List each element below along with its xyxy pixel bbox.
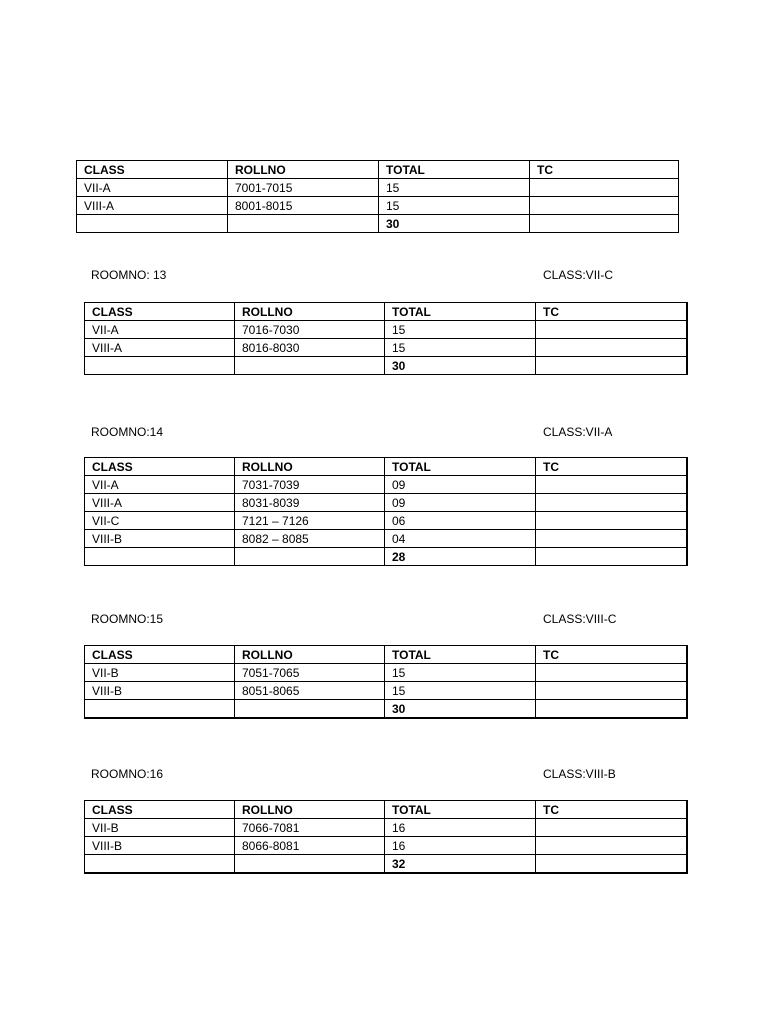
table-sum-row xyxy=(85,548,687,566)
seating-table-room-14 xyxy=(84,457,688,566)
room-number-label: ROOMNO:16 xyxy=(91,767,164,781)
room-class-label: CLASS:VIII-B xyxy=(543,767,616,781)
header-total: TOTAL xyxy=(385,801,536,819)
table-sum-row xyxy=(77,215,679,233)
cell-class: VIII-B xyxy=(85,837,235,855)
cell-tc xyxy=(536,682,687,700)
cell-total: 15 xyxy=(385,321,536,339)
cell-rollno: 8031-8039 xyxy=(235,494,385,512)
cell-rollno: 7001-7015 xyxy=(228,179,379,197)
cell-class: VII-A xyxy=(85,321,235,339)
seating-table-room-13 xyxy=(84,302,688,375)
table-header-row xyxy=(85,801,687,819)
cell-class: VII-A xyxy=(77,179,228,197)
cell-empty xyxy=(235,548,385,566)
cell-rollno: 8016-8030 xyxy=(235,339,385,357)
cell-rollno: 8066-8081 xyxy=(235,837,385,855)
cell-total: 15 xyxy=(385,682,536,700)
cell-class: VII-C xyxy=(85,512,235,530)
header-class: CLASS xyxy=(77,161,228,179)
cell-total: 16 xyxy=(385,837,536,855)
header-tc: TC xyxy=(536,801,687,819)
header-rollno: ROLLNO xyxy=(235,303,385,321)
total-sum: 32 xyxy=(385,855,536,874)
table-header-row xyxy=(85,646,687,664)
cell-rollno: 7066-7081 xyxy=(235,819,385,837)
table-header-row xyxy=(85,303,687,321)
cell-empty xyxy=(536,855,687,874)
cell-empty xyxy=(85,548,235,566)
cell-empty xyxy=(85,700,235,719)
table-row xyxy=(85,664,687,682)
table-header-row xyxy=(85,458,687,476)
table-row xyxy=(85,321,687,339)
room-number-label: ROOMNO:14 xyxy=(91,425,164,439)
table-row xyxy=(85,819,687,837)
cell-tc xyxy=(530,179,679,197)
table-row xyxy=(85,494,687,512)
header-total: TOTAL xyxy=(385,303,536,321)
cell-class: VIII-B xyxy=(85,682,235,700)
cell-class: VII-A xyxy=(85,476,235,494)
cell-tc xyxy=(536,512,687,530)
table-row xyxy=(85,339,687,357)
header-class: CLASS xyxy=(85,458,235,476)
cell-total: 09 xyxy=(385,494,536,512)
header-tc: TC xyxy=(536,646,687,664)
table-row xyxy=(85,476,687,494)
cell-tc xyxy=(536,837,687,855)
header-total: TOTAL xyxy=(385,458,536,476)
header-total: TOTAL xyxy=(379,161,530,179)
table-row xyxy=(77,179,679,197)
room-number-label: ROOMNO: 13 xyxy=(91,268,167,282)
cell-rollno: 8082 – 8085 xyxy=(235,530,385,548)
table-row xyxy=(85,837,687,855)
seating-table-room-15 xyxy=(84,645,688,719)
cell-tc xyxy=(536,530,687,548)
cell-total: 16 xyxy=(385,819,536,837)
table-sum-row xyxy=(85,357,687,375)
cell-class: VIII-A xyxy=(85,339,235,357)
cell-empty xyxy=(536,357,687,375)
cell-empty xyxy=(536,548,687,566)
table-sum-row xyxy=(85,855,687,874)
cell-tc xyxy=(536,476,687,494)
cell-tc xyxy=(530,197,679,215)
cell-empty xyxy=(235,357,385,375)
cell-class: VIII-A xyxy=(77,197,228,215)
header-class: CLASS xyxy=(85,646,235,664)
table-row xyxy=(85,682,687,700)
cell-total: 15 xyxy=(379,179,530,197)
header-class: CLASS xyxy=(85,801,235,819)
total-sum: 28 xyxy=(385,548,536,566)
header-rollno: ROLLNO xyxy=(228,161,379,179)
room-class-label: CLASS:VII-A xyxy=(543,425,613,439)
cell-class: VII-B xyxy=(85,819,235,837)
table-row xyxy=(85,512,687,530)
cell-rollno: 8001-8015 xyxy=(228,197,379,215)
table-header-row xyxy=(77,161,679,179)
cell-tc xyxy=(536,321,687,339)
cell-empty xyxy=(85,357,235,375)
cell-class: VIII-A xyxy=(85,494,235,512)
cell-tc xyxy=(536,819,687,837)
cell-empty xyxy=(228,215,379,233)
total-sum: 30 xyxy=(385,357,536,375)
total-sum: 30 xyxy=(385,700,536,719)
header-total: TOTAL xyxy=(385,646,536,664)
cell-empty xyxy=(235,855,385,874)
cell-rollno: 7121 – 7126 xyxy=(235,512,385,530)
header-rollno: ROLLNO xyxy=(235,458,385,476)
room-class-label: CLASS:VII-C xyxy=(543,268,614,282)
cell-rollno: 7031-7039 xyxy=(235,476,385,494)
cell-empty xyxy=(235,700,385,719)
header-tc: TC xyxy=(530,161,679,179)
cell-empty xyxy=(536,700,687,719)
cell-empty xyxy=(85,855,235,874)
room-class-label: CLASS:VIII-C xyxy=(543,612,617,626)
cell-class: VIII-B xyxy=(85,530,235,548)
cell-total: 06 xyxy=(385,512,536,530)
cell-rollno: 8051-8065 xyxy=(235,682,385,700)
cell-tc xyxy=(536,664,687,682)
cell-rollno: 7016-7030 xyxy=(235,321,385,339)
header-tc: TC xyxy=(536,303,687,321)
cell-rollno: 7051-7065 xyxy=(235,664,385,682)
header-class: CLASS xyxy=(85,303,235,321)
cell-tc xyxy=(536,339,687,357)
cell-tc xyxy=(536,494,687,512)
cell-total: 04 xyxy=(385,530,536,548)
table-sum-row xyxy=(85,700,687,719)
cell-empty xyxy=(77,215,228,233)
cell-total: 15 xyxy=(385,664,536,682)
table-row xyxy=(77,197,679,215)
header-rollno: ROLLNO xyxy=(235,646,385,664)
total-sum: 30 xyxy=(379,215,530,233)
cell-class: VII-B xyxy=(85,664,235,682)
header-rollno: ROLLNO xyxy=(235,801,385,819)
table-row xyxy=(85,530,687,548)
cell-total: 15 xyxy=(385,339,536,357)
room-number-label: ROOMNO:15 xyxy=(91,612,164,626)
header-tc: TC xyxy=(536,458,687,476)
seating-table-1 xyxy=(76,160,679,233)
cell-total: 09 xyxy=(385,476,536,494)
cell-empty xyxy=(530,215,679,233)
seating-table-room-16 xyxy=(84,800,688,874)
cell-total: 15 xyxy=(379,197,530,215)
